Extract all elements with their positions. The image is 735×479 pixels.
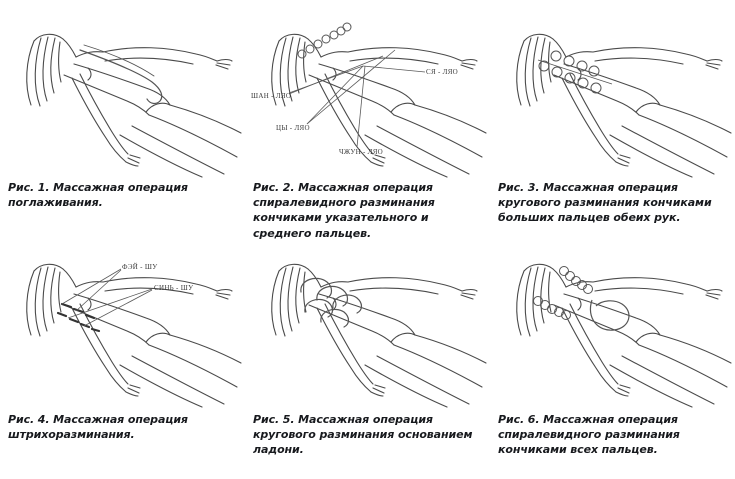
figure-5-illustration (245, 238, 490, 408)
hatch-stroke-marks (58, 304, 99, 331)
palm-arc-marks (301, 278, 362, 327)
figure-4-illustration (0, 238, 245, 408)
figure-3-caption: Рис. 3. Массажная операция кругового разминания кончиками больших пальцев обеих рук. (498, 181, 712, 225)
figure-2-caption: Рис. 2. Массажная операция спиралевидного разминания кончиками указательного и среднего пальцев. (253, 181, 435, 240)
figure-6-caption: Рис. 6. Массажная операция спиралевидного разминания кончиками всех пальцев. (498, 413, 680, 457)
point-label-sin-shu: СИНЬ - ШУ (154, 284, 194, 292)
stroking-line-marks (80, 45, 162, 103)
spiral-circle-marks (298, 23, 351, 58)
figure-1-illustration (0, 8, 245, 178)
figure-4-caption: Рис. 4. Массажная операция штрихоразминания. (8, 413, 188, 442)
point-label-shan-lyao: ШАН - ЛЯО (251, 92, 292, 100)
figure-6-cell (490, 230, 735, 479)
spiral-coil-marks (534, 267, 629, 331)
figure-1-cell (0, 0, 245, 230)
point-label-fey-shu: ФЭЙ - ШУ (122, 263, 158, 271)
figure-5-caption: Рис. 5. Массажная операция кругового разминания основанием ладони. (253, 413, 473, 457)
figure-3-cell (490, 0, 735, 230)
point-label-tsy-lyao: ЦЫ - ЛЯО (276, 124, 310, 132)
figure-5-cell (245, 230, 490, 479)
point-label-chzhun-lyao: ЧЖУН - ЛЯО (339, 148, 384, 156)
figure-4-cell (0, 230, 245, 479)
figure-3-illustration (490, 8, 735, 178)
figure-1-caption: Рис. 1. Массажная операция поглаживания. (8, 181, 188, 210)
figure-6-illustration (490, 238, 735, 408)
figure-2-cell (245, 0, 490, 240)
figure-2-illustration (245, 8, 490, 178)
point-label-sya-lyao: СЯ - ЛЯО (426, 68, 459, 76)
